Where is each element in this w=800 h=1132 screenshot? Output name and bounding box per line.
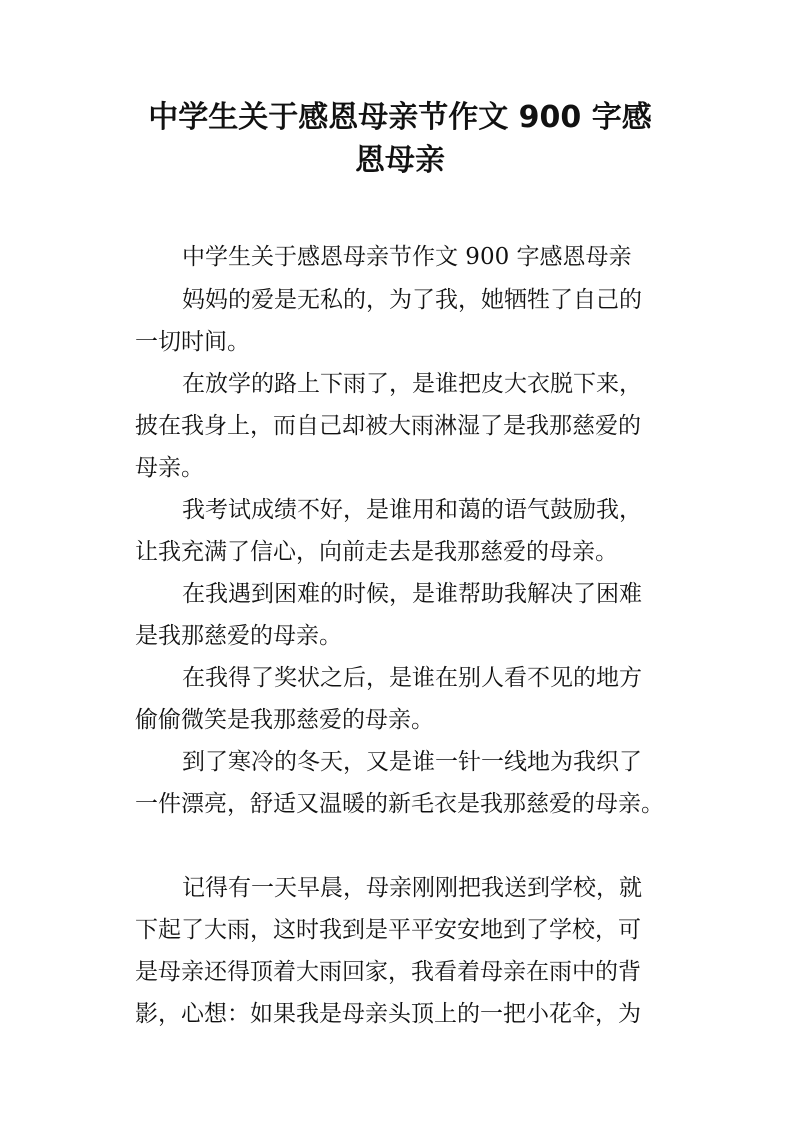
text-line: 妈妈的爱是无私的，为了我，她牺牲了自己的 xyxy=(182,287,642,313)
text-line: 记得有一天早晨，母亲刚刚把我送到学校，就 xyxy=(182,875,642,901)
text-line: 中学生关于感恩母亲节作文 900 字感恩母亲 xyxy=(182,244,632,270)
text-line: 是我那慈爱的母亲。 xyxy=(135,623,342,649)
document-title-line-2: 恩母亲 xyxy=(355,143,445,178)
text-line: 是母亲还得顶着大雨回家，我看着母亲在雨中的背 xyxy=(135,959,641,985)
document-title-line-1: 中学生关于感恩母亲节作文 900 字感 xyxy=(148,100,652,135)
text-line: 一件漂亮，舒适又温暖的新毛衣是我那慈爱的母亲。 xyxy=(135,791,664,817)
text-line: 到了寒冷的冬天，又是谁一针一线地为我织了 xyxy=(182,749,642,775)
text-line: 在我遇到困难的时候，是谁帮助我解决了困难 xyxy=(182,581,642,607)
text-line: 影，心想：如果我是母亲头顶上的一把小花伞，为 xyxy=(135,1001,641,1027)
text-line: 我考试成绩不好，是谁用和蔼的语气鼓励我， xyxy=(182,497,642,523)
text-line: 让我充满了信心，向前走去是我那慈爱的母亲。 xyxy=(135,539,618,565)
text-line: 一切时间。 xyxy=(135,329,250,355)
text-line: 下起了大雨，这时我到是平平安安地到了学校，可 xyxy=(135,917,641,943)
text-line: 披在我身上，而自己却被大雨淋湿了是我那慈爱的 xyxy=(135,413,641,439)
text-line: 偷偷微笑是我那慈爱的母亲。 xyxy=(135,707,434,733)
text-line: 母亲。 xyxy=(135,455,204,481)
text-line: 在放学的路上下雨了，是谁把皮大衣脱下来， xyxy=(182,371,642,397)
text-line: 在我得了奖状之后，是谁在别人看不见的地方 xyxy=(182,665,642,691)
